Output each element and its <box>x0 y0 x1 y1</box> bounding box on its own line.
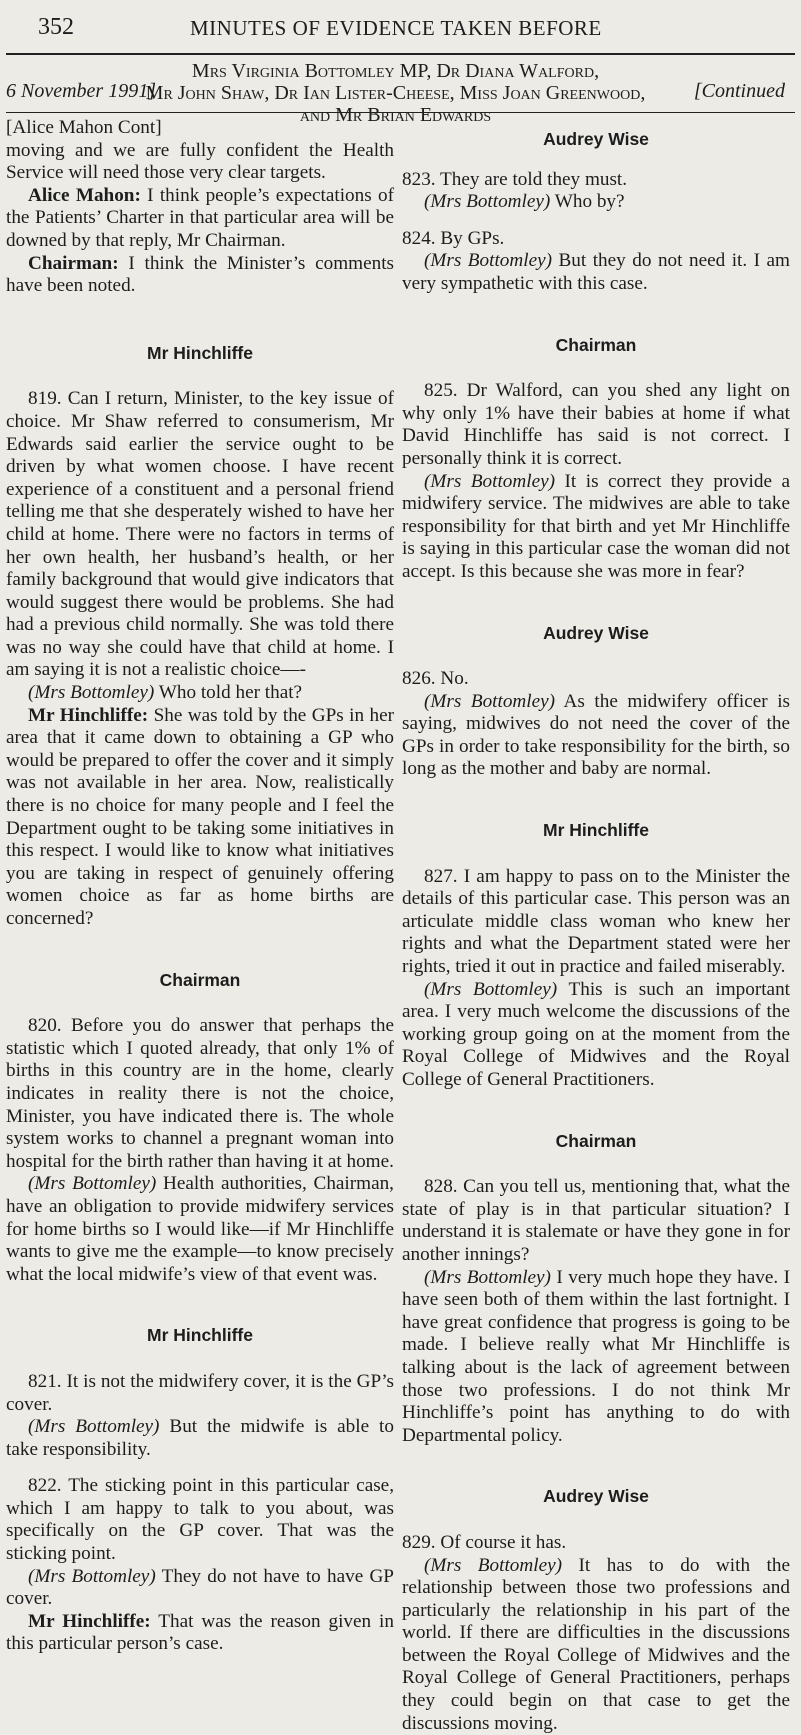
paragraph <box>6 1416 394 1461</box>
paragraph <box>402 1555 790 1735</box>
paragraph <box>6 1611 394 1656</box>
question-paragraph: 820. Before you do answer that perhaps the statistic which I quoted already, that only 1% of births in this country are in the home, clearly indicates in reality there is not the choice, Minister, you have indicated there is. The whole system works to channel a pregnant woman into hospital for the birth rather than having it at home. <box>6 1015 394 1173</box>
question-paragraph: 823. They are told they must. <box>402 169 790 192</box>
running-head: MINUTES OF EVIDENCE TAKEN BEFORE <box>190 16 602 41</box>
speech: But they do not need it. I am very sympathetic with this case. <box>402 250 790 294</box>
speaker: (Mrs Bottomley) <box>424 250 552 271</box>
speaker-heading: Audrey Wise <box>402 1485 790 1508</box>
speaker-heading: Audrey Wise <box>402 128 790 151</box>
speech: I very much hope they have. I have seen both of them within the last fortnight. I have great confidence that progress is going to be made. I believe really what Mr Hinchliffe is talking about is the lack of agreement between those two professions. I do not think Mr Hinchliffe’s point has anything to do with Departmental policy. <box>402 1267 790 1446</box>
speaker: (Mrs Bottomley) <box>28 1416 159 1437</box>
speech: This is such an important area. I very much welcome the discussions of the working group going on at the moment from the Royal College of Midwives and the Royal College of General Practitioners. <box>402 979 790 1090</box>
speech: It has to do with the relationship between those two professions and particularly the relationship in his part of the world. If there are difficulties in the discussions between the Royal College of Midwives and the Royal College of General Practitioners, perhaps they could begin on that case to get the discussions moving. <box>402 1555 790 1734</box>
speaker-heading: Audrey Wise <box>402 622 790 645</box>
paragraph <box>402 691 790 781</box>
speaker: (Mrs Bottomley) <box>28 682 154 703</box>
speaker-heading: Chairman <box>402 1130 790 1153</box>
speaker: Mr Hinchliffe: <box>28 705 148 726</box>
question-paragraph: 819. Can I return, Minister, to the key issue of choice. Mr Shaw referred to consumerism, Mr Edwards said earlier the service ought to be driven by what women choose. I have recent experience of a constituent and a personal friend telling me that she desperately wished to have her child at home. There were no factors in terms of her own health, her husband’s health, or her family background that would give indicators that would suggest there would be problems. She had had a previous child normally. She was told there was no way she could have that child at home. I am saying it is not a realistic choice—- <box>6 388 394 682</box>
witness-line: Mr John Shaw, Dr Ian Lister-Cheese, Miss Joan Greenwood, <box>136 82 655 104</box>
question-paragraph: 824. By GPs. <box>402 228 790 251</box>
speech: She was told by the GPs in her area that it came down to obtaining a GP who would be prepared to offer the cover and it simply was not available in her area. Now, realistically there is no choice for many people and I feel the Department ought to be taking some initiatives in this respect. I would like to know what initiatives you are taking in respect of genuinely offering women choice as far as home births are concerned? <box>6 705 394 929</box>
speaker: (Mrs Bottomley) <box>28 1566 156 1587</box>
question-paragraph: 822. The sticking point in this particular case, which I am happy to talk to you about, was specifically on the GP cover. That was the sticking point. <box>6 1475 394 1565</box>
question-paragraph: 821. It is not the midwifery cover, it is the GP’s cover. <box>6 1371 394 1416</box>
witness-line: and Mr Brian Edwards <box>136 104 655 126</box>
speaker: (Mrs Bottomley) <box>424 191 550 212</box>
speech: Who by? <box>550 191 624 212</box>
question-paragraph: 825. Dr Walford, can you shed any light on why only 1% have their babies at home if what David Hinchliffe has said is not correct. I personally think it is correct. <box>402 380 790 470</box>
continued-label: [Continued <box>694 80 785 103</box>
speaker-heading: Chairman <box>402 334 790 357</box>
paragraph: moving and we are fully confident the Health Service will need those very clear targets. <box>6 140 394 185</box>
question-paragraph: 827. I am happy to pass on to the Minister the details of this particular case. This person was an articulate middle class woman who knew her rights and what the Department stated were her rights, tried it out in practice and failed miserably. <box>402 866 790 979</box>
speech: I think the Minister’s comments have been noted. <box>6 253 394 297</box>
paragraph <box>6 1173 394 1286</box>
question-paragraph: 829. Of course it has. <box>402 1532 790 1555</box>
spacer <box>6 1461 394 1475</box>
header-rule-bottom <box>6 112 795 113</box>
witness-line: Mrs Virginia Bottomley MP, Dr Diana Walford, <box>136 60 655 82</box>
paragraph <box>6 705 394 931</box>
speech: They do not have to have GP cover. <box>6 1566 394 1610</box>
speaker: (Mrs Bottomley) <box>424 1267 551 1288</box>
left-column <box>6 117 394 1656</box>
speaker-heading: Mr Hinchliffe <box>6 342 394 365</box>
speaker-heading: Chairman <box>6 969 394 992</box>
continuation-label: [Alice Mahon Cont] <box>6 117 394 140</box>
speech: Who told her that? <box>154 682 302 703</box>
session-date: 6 November 1991] <box>6 80 156 103</box>
speaker-heading: Mr Hinchliffe <box>402 819 790 842</box>
speaker: Chairman: <box>28 253 119 274</box>
paragraph <box>402 1267 790 1448</box>
speech: As the midwifery officer is saying, midwives do not need the cover of the GPs in order to take responsibility for the birth, so long as the mother and baby are normal. <box>402 691 790 780</box>
question-paragraph: 828. Can you tell us, mentioning that, what the state of play is in that particular situation? I understand it is stalemate or have they gone in for another innings? <box>402 1176 790 1266</box>
question-paragraph: 826. No. <box>402 668 790 691</box>
paragraph <box>402 250 790 295</box>
header-rule <box>6 53 795 55</box>
speaker: Mr Hinchliffe: <box>28 1611 151 1632</box>
speech: Health authorities, Chairman, have an obligation to provide midwifery services for home births so I would like—if Mr Hinchliffe wants to give me the example—to know precisely what the local midwife’s view of that event was. <box>6 1173 394 1284</box>
speaker: (Mrs Bottomley) <box>424 1555 562 1576</box>
speaker: Alice Mahon: <box>28 185 141 206</box>
paragraph <box>402 979 790 1092</box>
speaker: (Mrs Bottomley) <box>424 691 555 712</box>
speaker: (Mrs Bottomley) <box>424 471 555 492</box>
spacer <box>402 214 790 228</box>
paragraph <box>6 682 394 705</box>
paragraph <box>6 253 394 298</box>
paragraph <box>6 1566 394 1611</box>
speaker-heading: Mr Hinchliffe <box>6 1324 394 1347</box>
speech: But the midwife is able to take responsibility. <box>6 1416 394 1460</box>
speaker: (Mrs Bottomley) <box>28 1173 156 1194</box>
speech: It is correct they provide a midwifery service. The midwives are able to take responsibility for that birth and yet Mr Hinchliffe is saying in this particular case the woman did not accept. Is this because she was more in fear? <box>402 471 790 582</box>
speech: That was the reason given in this particular person’s case. <box>6 1611 394 1655</box>
paragraph <box>402 191 790 214</box>
speaker: (Mrs Bottomley) <box>424 979 557 1000</box>
right-column <box>402 128 790 1735</box>
paragraph <box>402 471 790 584</box>
page-number: 352 <box>38 14 74 41</box>
paragraph <box>6 185 394 253</box>
witness-block <box>6 58 795 108</box>
speech: I think people’s expectations of the Patients’ Charter in that particular area will be downed by that reply, Mr Chairman. <box>6 185 394 251</box>
